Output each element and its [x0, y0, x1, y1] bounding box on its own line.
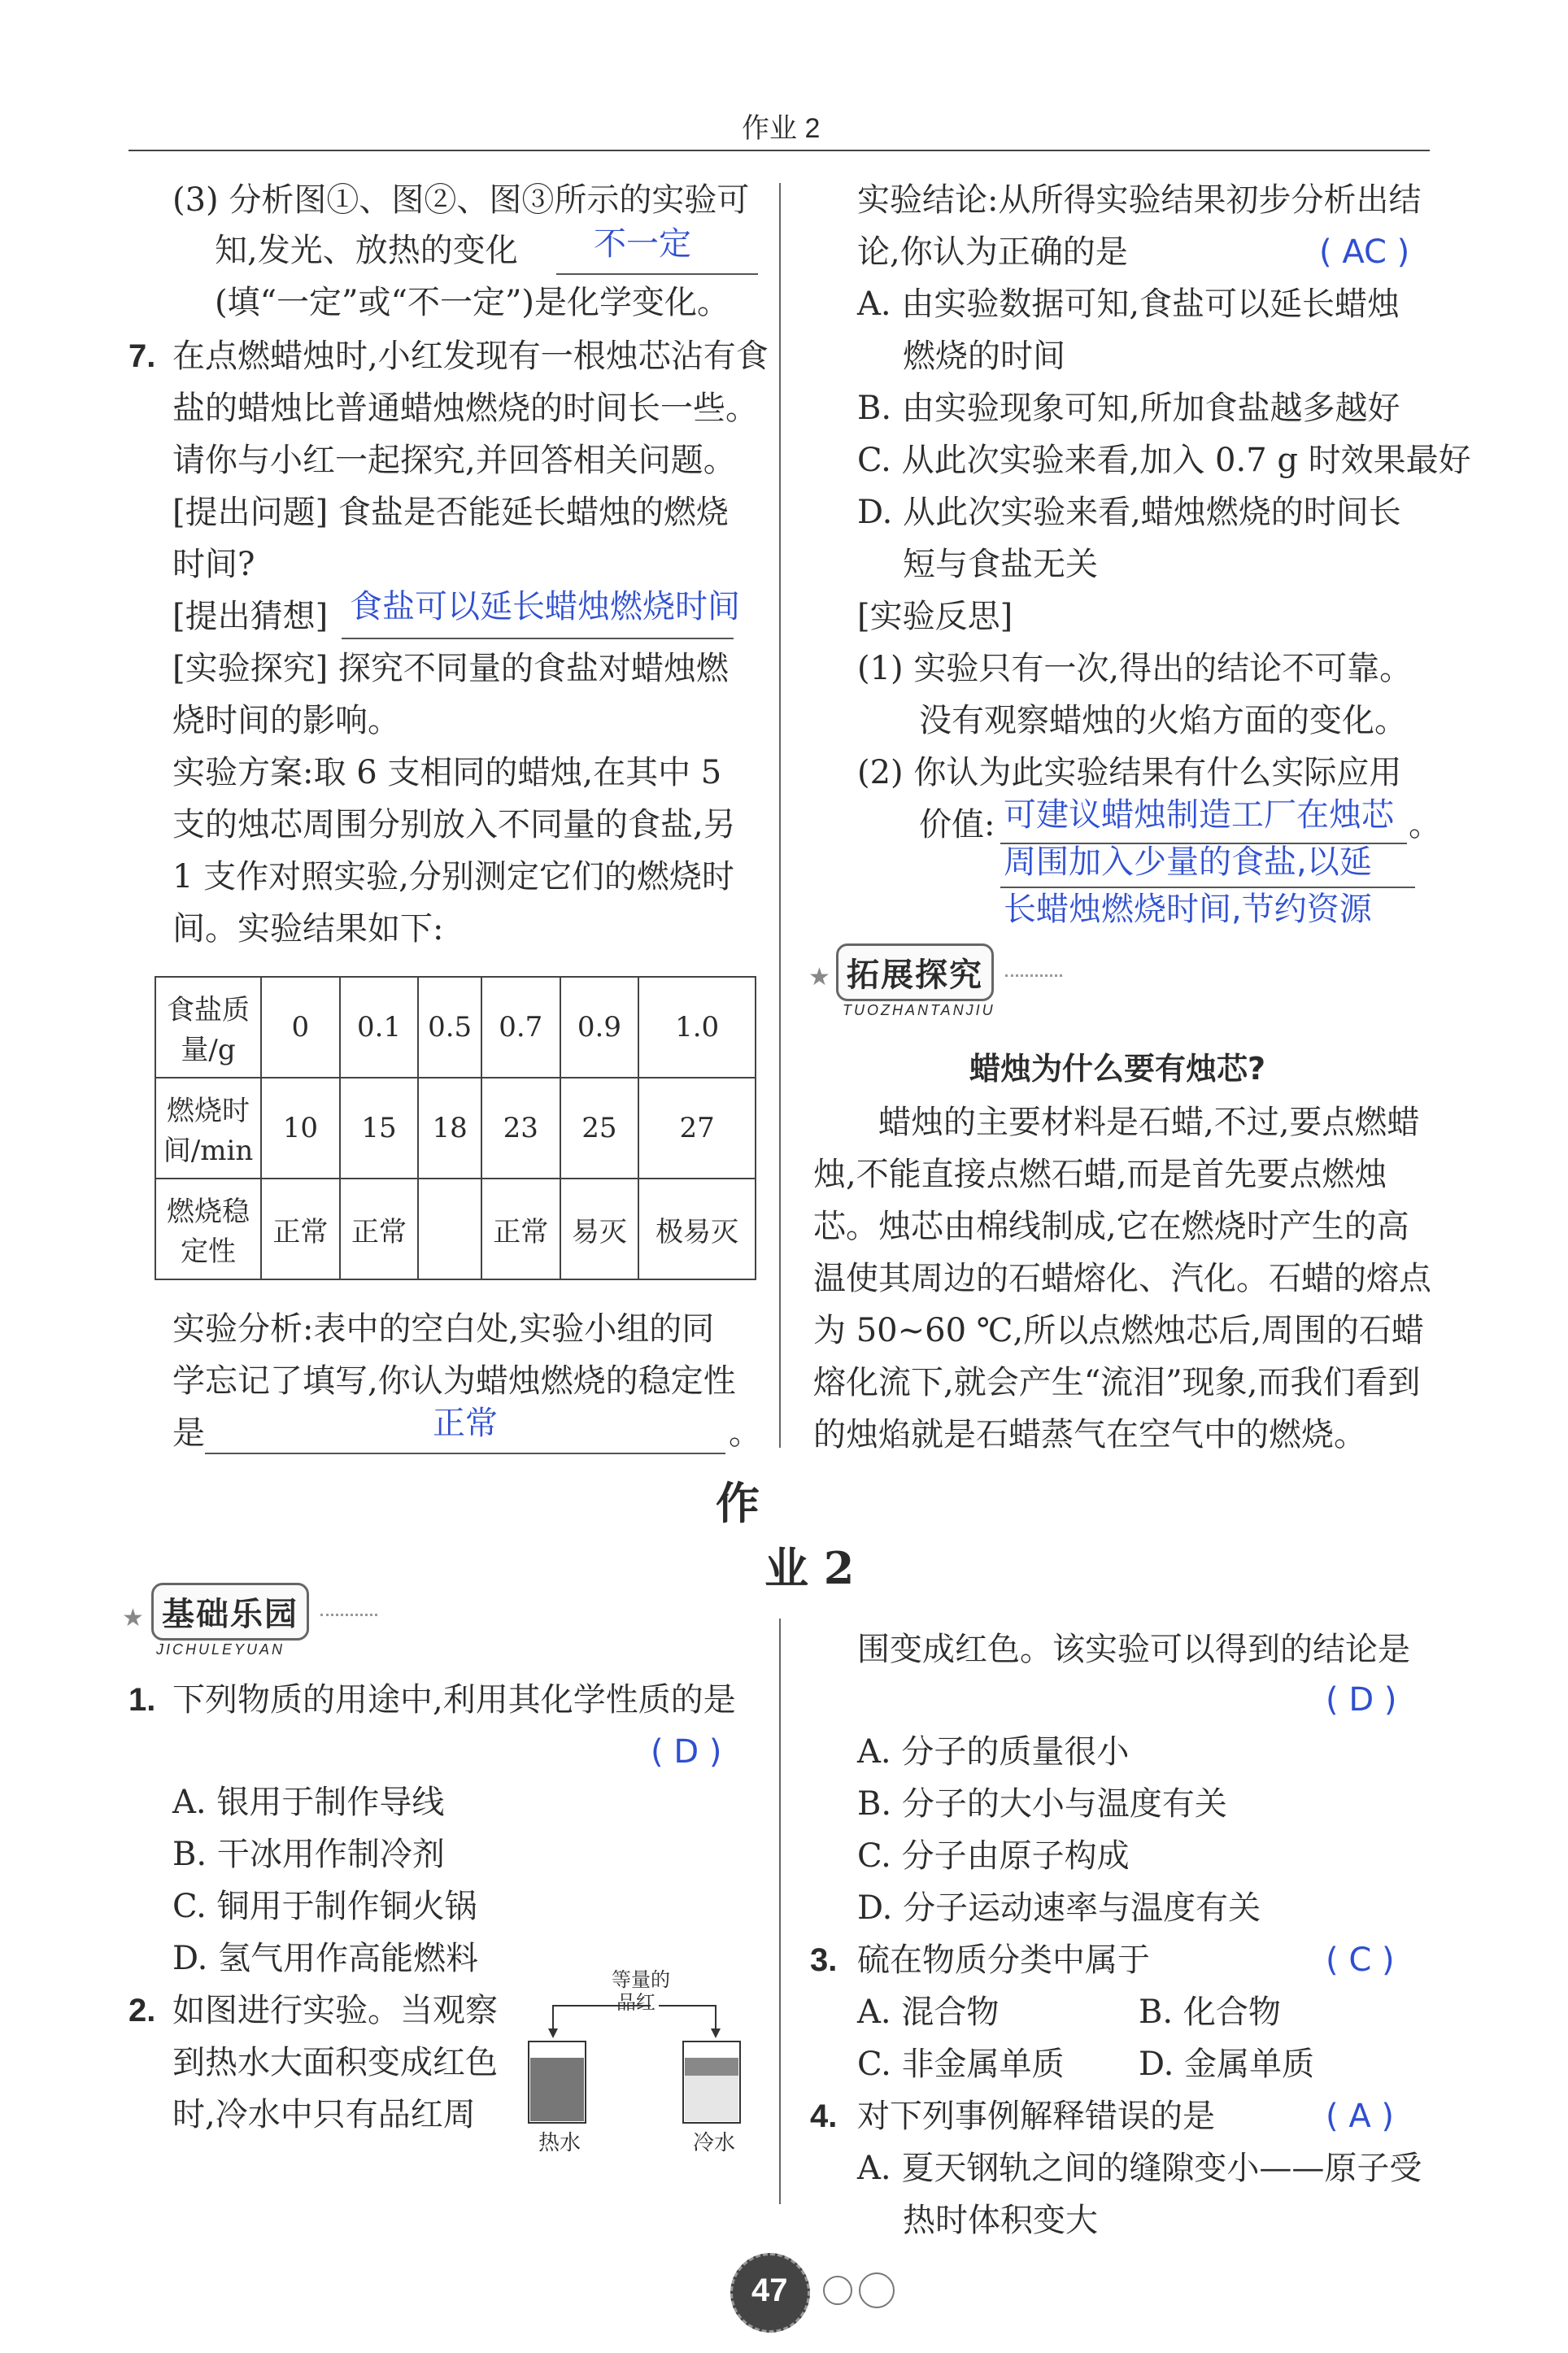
basics-badge-sub: JICHULEYUAN [156, 1641, 285, 1658]
reflect2-post: 。 [1409, 806, 1441, 843]
table-cell [418, 1179, 481, 1279]
table-cell: 18 [418, 1078, 481, 1179]
column-divider-2 [779, 1619, 781, 2204]
q6-3-line3: (填“一定”或“不一定”)是化学变化。 [215, 284, 730, 321]
table-cell: 正常 [340, 1179, 419, 1279]
extension-badge-sub: TUOZHANTANJIU [843, 1002, 995, 1018]
q7-analysis1: 实验分析:表中的空白处,实验小组的同 [172, 1310, 715, 1348]
conclusion-answer: ( AC ) [1319, 233, 1410, 271]
q6-3-line1: (3) 分析图①、图②、图③所示的实验可 [172, 181, 750, 219]
fig-label-top: 等量的 [612, 1968, 670, 1991]
table-cell: 极易灭 [638, 1179, 756, 1279]
reflect1-a: (1) 实验只有一次,得出的结论不可靠。 [857, 650, 1413, 687]
reflect2-blank-2 [1000, 887, 1415, 888]
table-cell: 0.1 [340, 977, 419, 1078]
table-cell: 27 [638, 1078, 756, 1179]
beaker-figure [520, 1968, 756, 2163]
extension-p6: 熔化流下,就会产生“流泪”现象,而我们看到 [813, 1364, 1421, 1401]
q7-question-b: 时间? [172, 546, 255, 583]
q7-analysis-blank [205, 1453, 725, 1454]
extension-p5: 为 50~60 ℃,所以点燃烛芯后,周围的石蜡 [813, 1312, 1424, 1349]
q7-explore-a: [实验探究] 探究不同量的食盐对蜡烛燃 [172, 650, 729, 687]
basics-dots [320, 1614, 377, 1616]
q2-option-c: C. 分子由原子构成 [857, 1837, 1130, 1875]
q7-analysis3-post: 。 [729, 1414, 761, 1452]
extension-dots [1005, 974, 1062, 977]
q7-guess-answer: 食盐可以延长蜡烛燃烧时间 [350, 588, 740, 625]
conclusion-option-c: C. 从此次实验来看,加入 0.7 g 时效果最好 [857, 442, 1471, 479]
q3-number: 3. [810, 1942, 838, 1978]
table-cell: 燃烧稳定性 [155, 1179, 261, 1279]
q2-continue: 围变成红色。该实验可以得到的结论是 [857, 1631, 1410, 1668]
section-title-part-b: 业 2 [764, 1542, 855, 1594]
q3-option-a: A. 混合物 [857, 1994, 1000, 2031]
section-title-part-a: 作 [716, 1477, 760, 1529]
q1-option-a: A. 银用于制作导线 [172, 1784, 445, 1821]
results-table [155, 976, 756, 1280]
conclusion-line1: 实验结论:从所得实验结果初步分析出结 [857, 181, 1422, 219]
decor-circle [823, 2276, 852, 2305]
q7-plan1: 实验方案:取 6 支相同的蜡烛,在其中 5 [172, 754, 722, 791]
q7-analysis2: 学忘记了填写,你认为蜡烛燃烧的稳定性 [172, 1362, 736, 1400]
table-cell: 0.9 [560, 977, 639, 1078]
conclusion-option-a: A. 由实验数据可知,食盐可以延长蜡烛 [857, 285, 1400, 323]
table-cell: 食盐质量/g [155, 977, 261, 1078]
page-header-title: 作业 2 [742, 113, 821, 144]
q7-number: 7. [128, 338, 156, 374]
q7-guess-blank [342, 638, 734, 639]
table-row [155, 1078, 756, 1179]
q1-option-b: B. 干冰用作制冷剂 [172, 1836, 445, 1873]
extension-p3: 芯。烛芯由棉线制成,它在燃烧时产生的高 [813, 1208, 1409, 1245]
q1-answer: ( D ) [651, 1733, 722, 1771]
table-cell: 15 [340, 1078, 419, 1179]
q4-option-a-cont: 热时体积变大 [903, 2202, 1098, 2239]
table-cell: 燃烧时间/min [155, 1078, 261, 1179]
page-number: 47 [751, 2272, 788, 2308]
q2-option-b: B. 分子的大小与温度有关 [857, 1785, 1227, 1823]
q4-number: 4. [810, 2098, 838, 2134]
extension-p1: 蜡烛的主要材料是石蜡,不过,要点燃蜡 [878, 1104, 1420, 1141]
q3-option-b: B. 化合物 [1139, 1994, 1281, 2031]
extension-p7: 的烛焰就是石蜡蒸气在空气中的燃烧。 [813, 1416, 1366, 1453]
q2-option-a: A. 分子的质量很小 [857, 1733, 1130, 1771]
q2-number: 2. [128, 1993, 156, 2028]
q7-analysis3-pre: 是 [172, 1414, 205, 1452]
q7-line2: 盐的蜡烛比普通蜡烛燃烧的时间长一些。 [172, 390, 758, 427]
table-cell: 10 [261, 1078, 340, 1179]
q7-analysis-answer: 正常 [433, 1405, 498, 1442]
fig-hot-label: 热水 [538, 2131, 581, 2155]
extension-title: 蜡烛为什么要有烛芯? [969, 1051, 1266, 1087]
q1-number: 1. [128, 1682, 156, 1718]
q7-guess-label: [提出猜想] [172, 598, 329, 635]
conclusion-option-b: B. 由实验现象可知,所加食盐越多越好 [857, 390, 1400, 427]
q7-line1: 在点燃蜡烛时,小红发现有一根烛芯沾有食 [172, 338, 769, 375]
q2-line2: 到热水大面积变成红色 [172, 2044, 498, 2081]
table-cell: 易灭 [560, 1179, 639, 1279]
table-cell: 正常 [481, 1179, 560, 1279]
q3-option-d: D. 金属单质 [1139, 2046, 1315, 2083]
q2-line3: 时,冷水中只有品红周 [172, 2096, 476, 2133]
reflect2-answer-2: 周围加入少量的食盐,以延 [1004, 843, 1372, 881]
table-cell: 1.0 [638, 977, 756, 1078]
conclusion-line2: 论,你认为正确的是 [857, 233, 1128, 271]
beaker-diagram [520, 1968, 756, 2131]
q3-option-c: C. 非金属单质 [857, 2046, 1065, 2083]
q2-answer: ( D ) [1326, 1681, 1397, 1719]
reflect1-b: 没有观察蜡烛的火焰方面的变化。 [919, 702, 1407, 739]
q1-stem: 下列物质的用途中,利用其化学性质的是 [172, 1681, 736, 1719]
q7-plan3: 1 支作对照实验,分别测定它们的燃烧时 [172, 858, 734, 895]
reflect2-a: (2) 你认为此实验结果有什么实际应用 [857, 754, 1402, 791]
basics-badge: 基础乐园 [151, 1583, 309, 1641]
extension-p2: 烛,不能直接点燃石蜡,而是首先要点燃烛 [813, 1156, 1387, 1193]
table-row [155, 977, 756, 1078]
q4-option-a: A. 夏天钢轨之间的缝隙变小——原子受 [857, 2150, 1422, 2187]
q2-line1: 如图进行实验。当观察 [172, 1992, 498, 2029]
column-divider [779, 183, 781, 1448]
q3-stem: 硫在物质分类中属于 [857, 1941, 1150, 1979]
q6-3-answer: 不一定 [594, 225, 691, 263]
q7-plan4: 间。实验结果如下: [172, 910, 444, 948]
reflect2-answer-3: 长蜡烛燃烧时间,节约资源 [1004, 891, 1372, 928]
q4-stem: 对下列事例解释错误的是 [857, 2098, 1215, 2135]
q2-option-d: D. 分子运动速率与温度有关 [857, 1889, 1261, 1927]
decor-circle [859, 2272, 895, 2308]
table-cell: 正常 [261, 1179, 340, 1279]
star-icon: ★ [808, 963, 830, 991]
reflect2-answer-1: 可建议蜡烛制造工厂在烛芯 [1004, 796, 1394, 834]
table-cell: 0.7 [481, 977, 560, 1078]
fig-cold-label: 冷水 [693, 2131, 736, 2155]
q1-option-d: D. 氢气用作高能燃料 [172, 1940, 479, 1977]
star-icon: ★ [122, 1604, 144, 1632]
table-cell: 0 [261, 977, 340, 1078]
q4-answer: ( A ) [1326, 2098, 1395, 2135]
fig-label-top2: 品红 [616, 1991, 656, 2014]
conclusion-option-a-cont: 燃烧的时间 [903, 338, 1065, 375]
reflect2-pre: 价值: [919, 806, 995, 843]
extension-badge: 拓展探究 [836, 943, 994, 1001]
q7-explore-b: 烧时间的影响。 [172, 702, 400, 739]
q3-answer: ( C ) [1326, 1941, 1395, 1979]
table-cell: 23 [481, 1078, 560, 1179]
q7-question-a: [提出问题] 食盐是否能延长蜡烛的燃烧 [172, 494, 729, 531]
table-row [155, 1179, 756, 1279]
q6-3-line2: 知,发光、放热的变化 [215, 232, 518, 269]
extension-p4: 温使其周边的石蜡熔化、汽化。石蜡的熔点 [813, 1260, 1431, 1297]
q7-plan2: 支的烛芯周围分别放入不同量的食盐,另 [172, 806, 736, 843]
q6-3-blank [556, 273, 758, 275]
table-cell: 0.5 [418, 977, 481, 1078]
conclusion-option-d: D. 从此次实验来看,蜡烛燃烧的时间长 [857, 494, 1401, 531]
q7-line3: 请你与小红一起探究,并回答相关问题。 [172, 442, 736, 479]
conclusion-option-d-cont: 短与食盐无关 [903, 546, 1098, 583]
q1-option-c: C. 铜用于制作铜火锅 [172, 1888, 477, 1925]
reflect-label: [实验反思] [857, 598, 1013, 635]
header-rule [128, 150, 1430, 151]
table-cell: 25 [560, 1078, 639, 1179]
